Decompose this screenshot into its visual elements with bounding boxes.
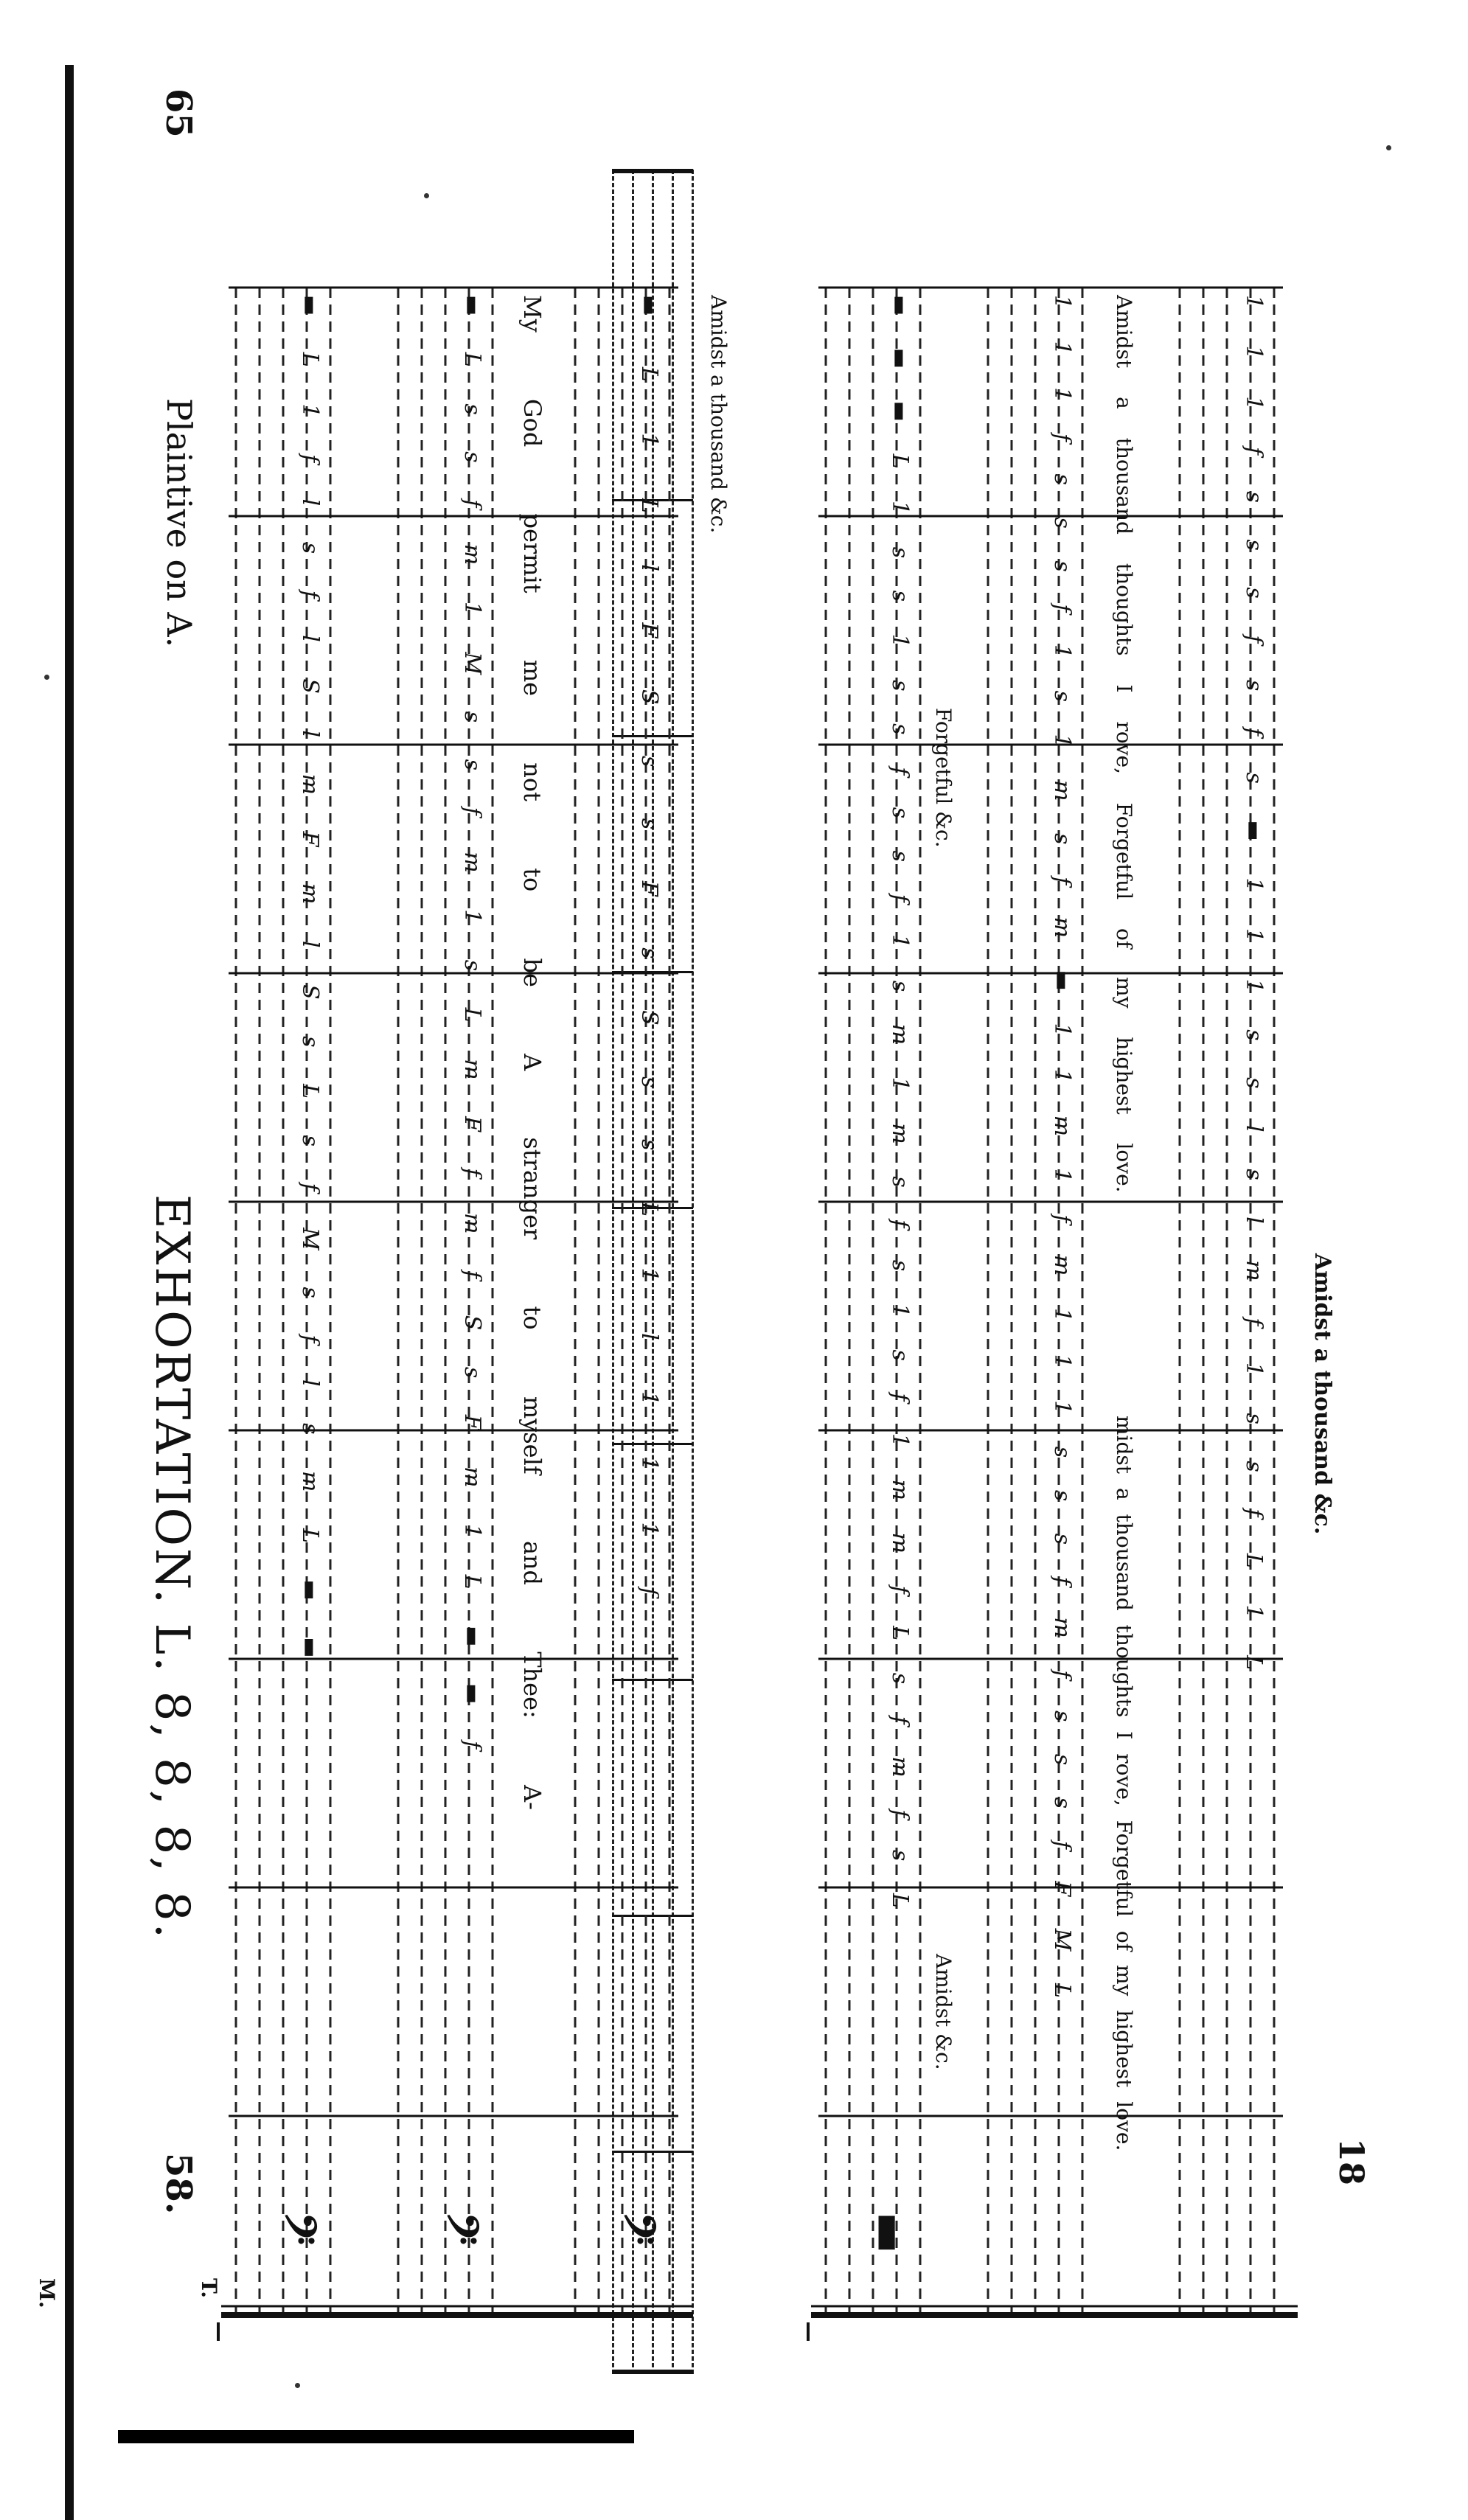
s2-cue-forgetful: Forgetful &c. (931, 708, 956, 848)
s2-top-notes-strip (832, 295, 920, 2300)
scan-speck (1386, 145, 1391, 150)
s2-lyrics-strip (1095, 295, 1139, 2300)
middle-notes: ▬ L s s f m 1 M s s f m 1 s L m F f m f S s F m 1 L ▬ ▬ f (459, 295, 485, 1750)
hymn-number: 58. (158, 2153, 199, 2215)
s2-lyrics-right: Amidst a thousand thoughts I rove, Forgetful of my highest love. (1112, 295, 1136, 1193)
clef-bass-icon: 𝄢 (604, 2212, 665, 2246)
s2-top-notes: ▬ ▬ ▬ L 1 s s 1 s s f s s f 1 s m 1 m s f s 1 s f 1 m m f L s f m f s L (887, 295, 913, 1908)
s2-cue-top: Amidst &c. (931, 1954, 956, 2070)
s2-middle-notes: 1 1 1 f s s s f 1 s 1 m s f m ▬ 1 1 m 1 f m 1 1 1 s s s f m f s s s f F M L (1049, 295, 1075, 1998)
s2-bottom-notes: 1 1 1 f s s s f s f s ▬ 1 1 1 s s l s l m f 1 s s f L 1 L (1241, 295, 1267, 1671)
scan-speck (295, 2383, 300, 2388)
s2-clef-1-icon: ▬ (864, 2212, 916, 2254)
s2-cue-bottom: Amidst a thousand &c. (1309, 1253, 1335, 1535)
hymn-title: EXHORTATION. L. 8, 8, 8, 8. (145, 1194, 199, 1941)
page-number: 65 (158, 88, 199, 138)
clef-middle-icon: 𝄢 (427, 2212, 488, 2246)
tenor-cue: Amidst a thousand &c. (706, 295, 731, 534)
s2-middle-notes-strip (994, 295, 1082, 2300)
clef-tenor-icon: 𝄢 (265, 2212, 326, 2246)
voice-label-tenor: T. (197, 2278, 221, 2298)
scan-speck (44, 675, 49, 680)
bass-notes: ▬ L 1 L l F S s s F s S s s L 1 l 1 1 1 f (636, 295, 662, 1596)
s2-cue-top-strip (914, 295, 959, 2300)
scan-speck (424, 193, 429, 198)
signature-strip (1327, 2138, 1371, 2212)
s2-cue-bottom-strip (1301, 1253, 1338, 1769)
tenor-notes: ▬ L 1 f l s f l S l m F m l S s L s f M s f l s m L ▬ ▬ (297, 295, 323, 1658)
signature-number: 18 (1332, 2138, 1371, 2186)
system-1-lyrics: My God permit me not to be A stranger to myself and Thee: A- (518, 295, 546, 1810)
s2-lyrics-left: midst a thousand thoughts I rove, Forgetful of my highest love. (1112, 1416, 1136, 2151)
tune-key-subtitle: Plaintive on A. (159, 398, 199, 648)
s2-bottom-notes-strip (1186, 295, 1274, 2300)
voice-label-middle: M. (35, 2278, 59, 2308)
s2-clef-1-block (820, 2212, 923, 2300)
